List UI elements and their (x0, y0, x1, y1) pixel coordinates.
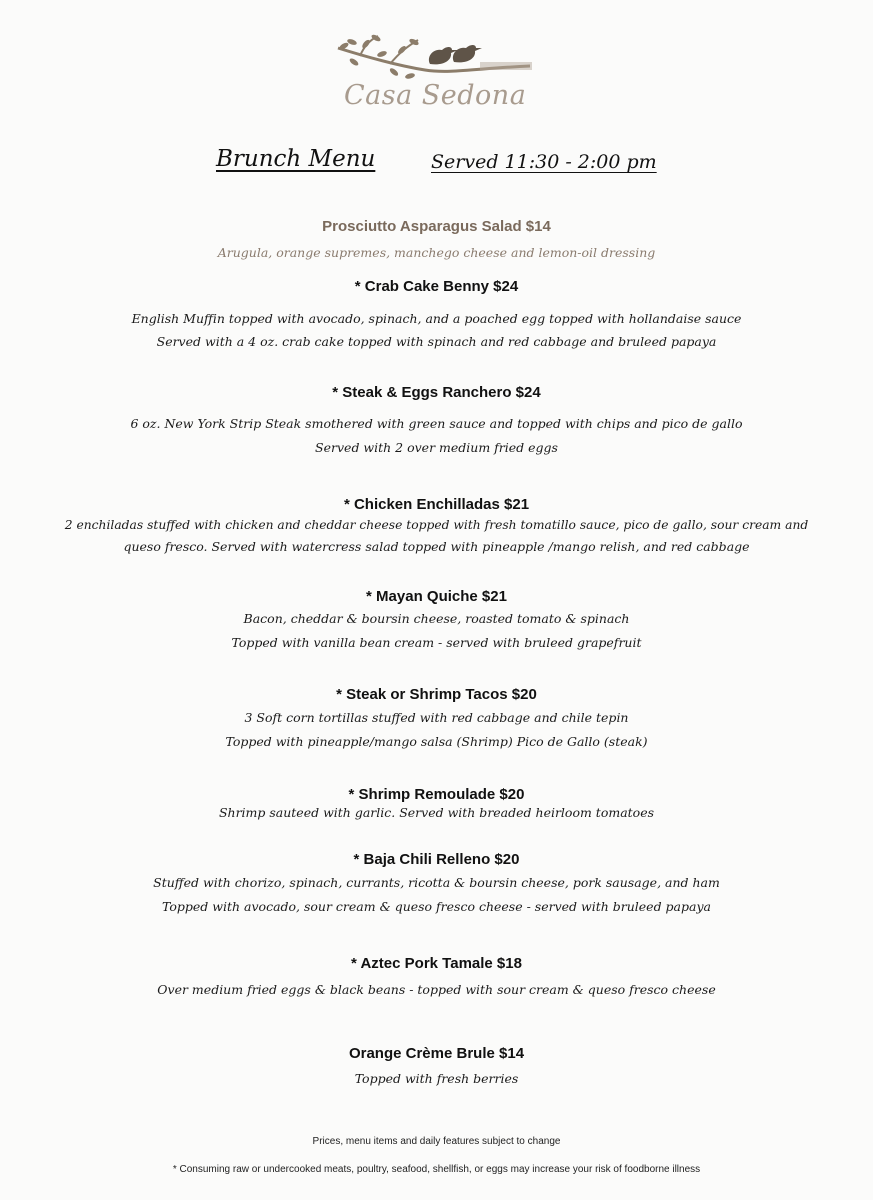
menu-item-description: Served with 2 over medium fried eggs (315, 440, 558, 455)
menu-item-title: Orange Crème Brule $14 (348, 1045, 525, 1062)
menu-item-title: * Mayan Quiche $21 (366, 588, 507, 605)
menu-item-description: Bacon, cheddar & boursin cheese, roasted tomato & spinach (243, 611, 630, 626)
menu-item-description: Topped with pineapple/mango salsa (Shrimp) Pico de Gallo (steak) (225, 734, 648, 749)
menu-item-description: Over medium fried eggs & black beans - topped with sour cream & queso fresco cheese (157, 982, 716, 997)
menu-title: Brunch Menu (216, 146, 376, 172)
menu-item-description: Shrimp sauteed with garlic. Served with breaded heirloom tomatoes (218, 805, 655, 820)
health-warning: * Consuming raw or undercooked meats, poultry, seafood, shellfish, or eggs may increase your risk of foodborne illness (172, 1164, 701, 1175)
menu-item-title: * Steak or Shrimp Tacos $20 (336, 686, 537, 703)
menu-item-description: Topped with vanilla bean cream - served with bruleed grapefruit (231, 635, 642, 650)
menu-item-title: * Steak & Eggs Ranchero $24 (332, 384, 541, 401)
menu-item-description: 3 Soft corn tortillas stuffed with red cabbage and chile tepin (244, 710, 629, 725)
menu-item-description: queso fresco. Served with watercress salad topped with pineapple /mango relish, and red cabbage (123, 539, 750, 554)
serving-hours: Served 11:30 - 2:00 pm (431, 151, 657, 173)
menu-item-description: Stuffed with chorizo, spinach, currants, ricotta & boursin cheese, pork sausage, and ham (153, 875, 720, 890)
menu-item-description: English Muffin topped with avocado, spinach, and a poached egg topped with hollandaise sauce (131, 311, 742, 326)
menu-item-description: 2 enchiladas stuffed with chicken and cheddar cheese topped with fresh tomatillo sauce, pico de gallo, sour cream and (64, 518, 809, 532)
menu-item-description: Served with a 4 oz. crab cake topped with spinach and red cabbage and bruleed papaya (156, 334, 717, 349)
menu-item-title: * Chicken Enchilladas $21 (343, 496, 530, 513)
menu-item-description: 6 oz. New York Strip Steak smothered with green sauce and topped with chips and pico de gallo (130, 416, 743, 431)
menu-item-title: * Crab Cake Benny $24 (354, 278, 519, 295)
menu-item-title: * Aztec Pork Tamale $18 (351, 955, 522, 972)
logo-text: Casa Sedona (344, 80, 527, 111)
menu-item-title: * Shrimp Remoulade $20 (348, 786, 525, 803)
menu-item-description: Topped with avocado, sour cream & queso fresco cheese - served with bruleed papaya (162, 899, 711, 914)
logo (330, 28, 540, 114)
menu-item-description: Arugula, orange supremes, manchego cheese and lemon-oil dressing (217, 245, 656, 260)
menu-item-title: * Baja Chili Relleno $20 (353, 851, 520, 868)
menu-item-title: Prosciutto Asparagus Salad $14 (322, 218, 551, 235)
menu-item-description: Topped with fresh berries (354, 1071, 519, 1086)
price-notice: Prices, menu items and daily features subject to change (312, 1136, 561, 1147)
